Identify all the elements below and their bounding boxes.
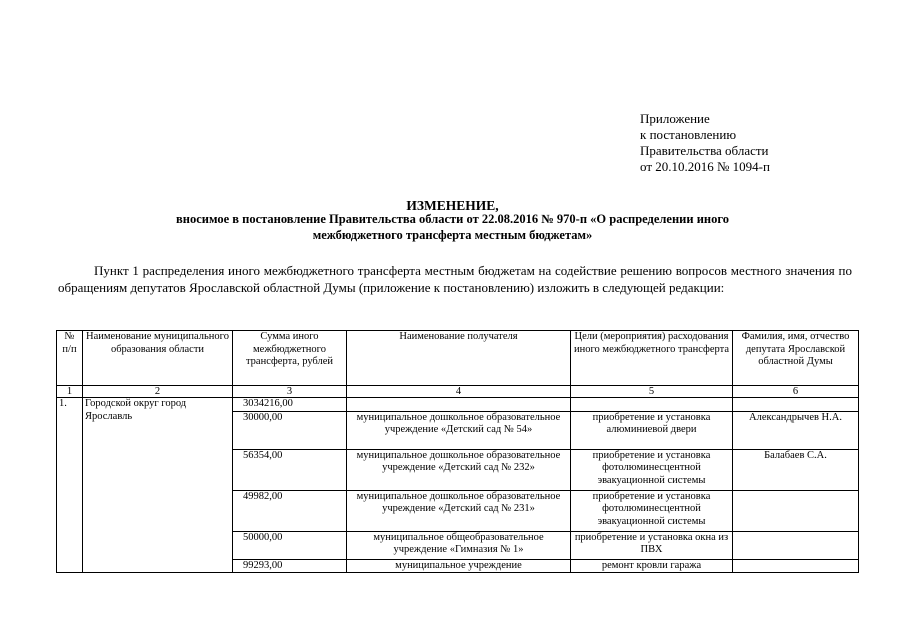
document-heading: ИЗМЕНЕНИЕ, (406, 198, 499, 213)
recipient-cell: муниципальное дошкольное образовательное учреждение «Детский сад № 54» (347, 411, 571, 449)
purpose-cell: приобретение и установка алюминиевой двери (571, 411, 733, 449)
appendix-line: Приложение (640, 111, 710, 126)
appendix-line: к постановлению (640, 127, 737, 142)
deputy-cell (733, 490, 859, 531)
column-number: 6 (733, 386, 859, 398)
header-purpose: Цели (мероприятия) расходования иного межбюджетного трансферта (571, 331, 733, 386)
column-number: 2 (83, 386, 233, 398)
column-number: 5 (571, 386, 733, 398)
purpose-cell: приобретение и установка окна из ПВХ (571, 531, 733, 559)
distribution-table (56, 330, 859, 573)
sum-cell: 49982,00 (233, 490, 347, 531)
municipality-name: Городской округ город Ярославль (83, 398, 233, 573)
recipient-cell: муниципальное общеобразовательное учреждение «Гимназия № 1» (347, 531, 571, 559)
row-number: 1. (57, 398, 83, 573)
sum-cell: 56354,00 (233, 449, 347, 490)
deputy-cell (733, 531, 859, 559)
header-recipient: Наименование получателя (347, 331, 571, 386)
sum-cell: 99293,00 (233, 559, 347, 573)
purpose-cell: приобретение и установка фотолюминесцентной эвакуационной системы (571, 490, 733, 531)
sum-cell: 50000,00 (233, 531, 347, 559)
appendix-line: от 20.10.2016 № 1094-п (640, 159, 770, 174)
deputy-cell: Балабаев С.А. (733, 449, 859, 490)
recipient-cell: муниципальное учреждение (347, 559, 571, 573)
column-number-row (57, 386, 859, 398)
document-subtitle-line1: вносимое в постановление Правительства области от 22.08.2016 № 970-п «О распределении иного (176, 212, 729, 226)
purpose-cell: ремонт кровли гаража (571, 559, 733, 573)
purpose-cell: приобретение и установка фотолюминесцентной эвакуационной системы (571, 449, 733, 490)
recipient-cell: муниципальное дошкольное образовательное учреждение «Детский сад № 231» (347, 490, 571, 531)
sum-cell: 30000,00 (233, 411, 347, 449)
deputy-cell (733, 559, 859, 573)
header-municipality: Наименование муниципального образования области (83, 331, 233, 386)
document-subtitle-line2: межбюджетного трансферта местным бюджетам» (312, 228, 593, 242)
header-deputy: Фамилия, имя, отчество депутата Ярославской областной Думы (733, 331, 859, 386)
column-number: 4 (347, 386, 571, 398)
column-number: 1 (57, 386, 83, 398)
body-paragraph: Пункт 1 распределения иного межбюджетного трансферта местным бюджетам на содействие решению вопросов местного значения по обращениям депутатов Ярославской областной Думы (приложение к постановлению) изложить в следующей редакции: (58, 263, 852, 295)
header-number: № п/п (57, 331, 83, 386)
table-row (57, 398, 859, 412)
header-sum: Сумма иного межбюджетного трансферта, рублей (233, 331, 347, 386)
appendix-block (640, 111, 770, 175)
recipient-cell: муниципальное дошкольное образовательное учреждение «Детский сад № 232» (347, 449, 571, 490)
appendix-line: Правительства области (640, 143, 769, 158)
deputy-cell: Александрычев Н.А. (733, 411, 859, 449)
column-number: 3 (233, 386, 347, 398)
total-sum: 3034216,00 (233, 398, 347, 412)
